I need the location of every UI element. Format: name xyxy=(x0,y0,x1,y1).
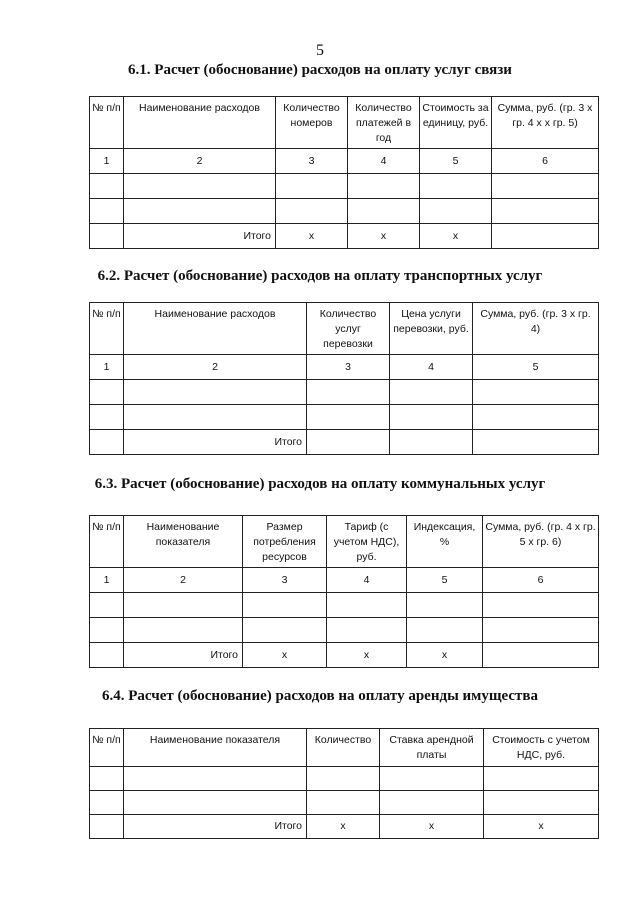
table-cell xyxy=(90,643,124,668)
section-title-6-3: 6.3. Расчет (обоснование) расходов на оплату коммунальных услуг xyxy=(94,476,546,492)
column-number: 3 xyxy=(276,149,348,174)
table-cell xyxy=(420,199,492,224)
table-transport-services xyxy=(89,302,599,455)
header-cell: № п/п xyxy=(90,729,124,767)
column-number-row xyxy=(90,355,599,380)
table-cell xyxy=(124,593,243,618)
table-cell xyxy=(124,199,276,224)
table-cell xyxy=(348,199,420,224)
header-cell: Тариф (с учетом НДС), руб. xyxy=(327,516,407,568)
table-cell xyxy=(483,618,599,643)
header-cell: Индексация, % xyxy=(407,516,483,568)
header-cell: Количество xyxy=(307,729,380,767)
na-mark: х xyxy=(276,224,348,249)
table-cell xyxy=(90,405,124,430)
header-cell: № п/п xyxy=(90,97,124,149)
table-cell xyxy=(307,405,390,430)
table-header-row xyxy=(90,516,599,568)
column-number: 2 xyxy=(124,568,243,593)
table-row xyxy=(90,405,599,430)
table-cell xyxy=(390,405,473,430)
header-cell: Стоимость за единицу, руб. xyxy=(420,97,492,149)
header-cell: Сумма, руб. (гр. 3 х гр. 4) xyxy=(473,303,599,355)
column-number: 6 xyxy=(483,568,599,593)
table-property-rent xyxy=(89,728,599,839)
column-number: 4 xyxy=(327,568,407,593)
table-cell xyxy=(276,174,348,199)
table-cell xyxy=(243,593,327,618)
table-cell xyxy=(124,767,307,791)
table-cell xyxy=(124,380,307,405)
table-cell xyxy=(307,767,380,791)
column-number-row xyxy=(90,568,599,593)
table-row xyxy=(90,174,599,199)
table-cell xyxy=(307,380,390,405)
table-cell xyxy=(484,791,599,815)
table-cell xyxy=(484,767,599,791)
table-cell xyxy=(492,199,599,224)
table-cell xyxy=(307,430,390,455)
table-cell xyxy=(483,643,599,668)
table-cell xyxy=(90,430,124,455)
header-cell: Стоимость с учетом НДС, руб. xyxy=(484,729,599,767)
total-row xyxy=(90,224,599,249)
table-cell xyxy=(124,405,307,430)
total-label: Итого xyxy=(124,643,243,668)
na-mark: х xyxy=(307,815,380,839)
na-mark: х xyxy=(327,643,407,668)
table-cell xyxy=(124,174,276,199)
total-label: Итого xyxy=(124,430,307,455)
table-cell xyxy=(90,593,124,618)
section-title-6-2: 6.2. Расчет (обоснование) расходов на оплату транспортных услуг xyxy=(97,268,543,284)
column-number: 1 xyxy=(90,355,124,380)
column-number: 4 xyxy=(390,355,473,380)
table-cell xyxy=(380,791,484,815)
table-cell xyxy=(276,199,348,224)
header-cell: Наименование показателя xyxy=(124,516,243,568)
table-header-row xyxy=(90,303,599,355)
table-cell xyxy=(124,791,307,815)
table-cell xyxy=(492,224,599,249)
table-cell xyxy=(327,593,407,618)
header-cell: Сумма, руб. (гр. 3 х гр. 4 х х гр. 5) xyxy=(492,97,599,149)
column-number: 6 xyxy=(492,149,599,174)
table-cell xyxy=(420,174,492,199)
table-cell xyxy=(407,593,483,618)
na-mark: х xyxy=(484,815,599,839)
table-cell xyxy=(348,174,420,199)
total-row xyxy=(90,815,599,839)
table-header-row xyxy=(90,97,599,149)
total-row xyxy=(90,643,599,668)
column-number: 2 xyxy=(124,355,307,380)
header-cell: Цена услуги перевозки, руб. xyxy=(390,303,473,355)
table-cell xyxy=(90,199,124,224)
table-cell xyxy=(327,618,407,643)
table-cell xyxy=(90,791,124,815)
table-row xyxy=(90,767,599,791)
table-cell xyxy=(90,815,124,839)
table-row xyxy=(90,791,599,815)
header-cell: Наименование расходов xyxy=(124,303,307,355)
header-cell: Наименование показателя xyxy=(124,729,307,767)
table-row xyxy=(90,199,599,224)
header-cell: № п/п xyxy=(90,516,124,568)
table-cell xyxy=(407,618,483,643)
header-cell: Количество номеров xyxy=(276,97,348,149)
total-label: Итого xyxy=(124,815,307,839)
table-cell xyxy=(483,593,599,618)
table-cell xyxy=(380,767,484,791)
table-cell xyxy=(243,618,327,643)
na-mark: х xyxy=(380,815,484,839)
table-cell xyxy=(390,380,473,405)
header-cell: Сумма, руб. (гр. 4 х гр. 5 х гр. 6) xyxy=(483,516,599,568)
total-row xyxy=(90,430,599,455)
table-cell xyxy=(390,430,473,455)
table-cell xyxy=(90,618,124,643)
header-cell: Количество платежей в год xyxy=(348,97,420,149)
column-number: 5 xyxy=(473,355,599,380)
column-number: 1 xyxy=(90,149,124,174)
column-number: 4 xyxy=(348,149,420,174)
table-cell xyxy=(90,174,124,199)
column-number: 2 xyxy=(124,149,276,174)
column-number: 5 xyxy=(420,149,492,174)
column-number: 1 xyxy=(90,568,124,593)
table-cell xyxy=(492,174,599,199)
table-row xyxy=(90,593,599,618)
column-number-row xyxy=(90,149,599,174)
table-cell xyxy=(124,618,243,643)
na-mark: х xyxy=(420,224,492,249)
section-title-6-4: 6.4. Расчет (обоснование) расходов на оплату аренды имущества xyxy=(101,688,539,704)
table-row xyxy=(90,618,599,643)
table-communication-services xyxy=(89,96,599,249)
section-title-6-1: 6.1. Расчет (обоснование) расходов на оплату услуг связи xyxy=(128,62,512,78)
column-number: 3 xyxy=(307,355,390,380)
table-cell xyxy=(90,380,124,405)
table-header-row xyxy=(90,729,599,767)
table-cell xyxy=(307,791,380,815)
page-number: 5 xyxy=(316,42,324,59)
na-mark: х xyxy=(407,643,483,668)
header-cell: Наименование расходов xyxy=(124,97,276,149)
column-number: 3 xyxy=(243,568,327,593)
table-cell xyxy=(90,767,124,791)
table-row xyxy=(90,380,599,405)
na-mark: х xyxy=(243,643,327,668)
column-number: 5 xyxy=(407,568,483,593)
table-cell xyxy=(473,405,599,430)
table-cell xyxy=(90,224,124,249)
header-cell: Количество услуг перевозки xyxy=(307,303,390,355)
total-label: Итого xyxy=(124,224,276,249)
header-cell: Ставка арендной платы xyxy=(380,729,484,767)
header-cell: № п/п xyxy=(90,303,124,355)
na-mark: х xyxy=(348,224,420,249)
header-cell: Размер потребления ресурсов xyxy=(243,516,327,568)
table-utility-services xyxy=(89,515,599,668)
table-cell xyxy=(473,430,599,455)
table-cell xyxy=(473,380,599,405)
